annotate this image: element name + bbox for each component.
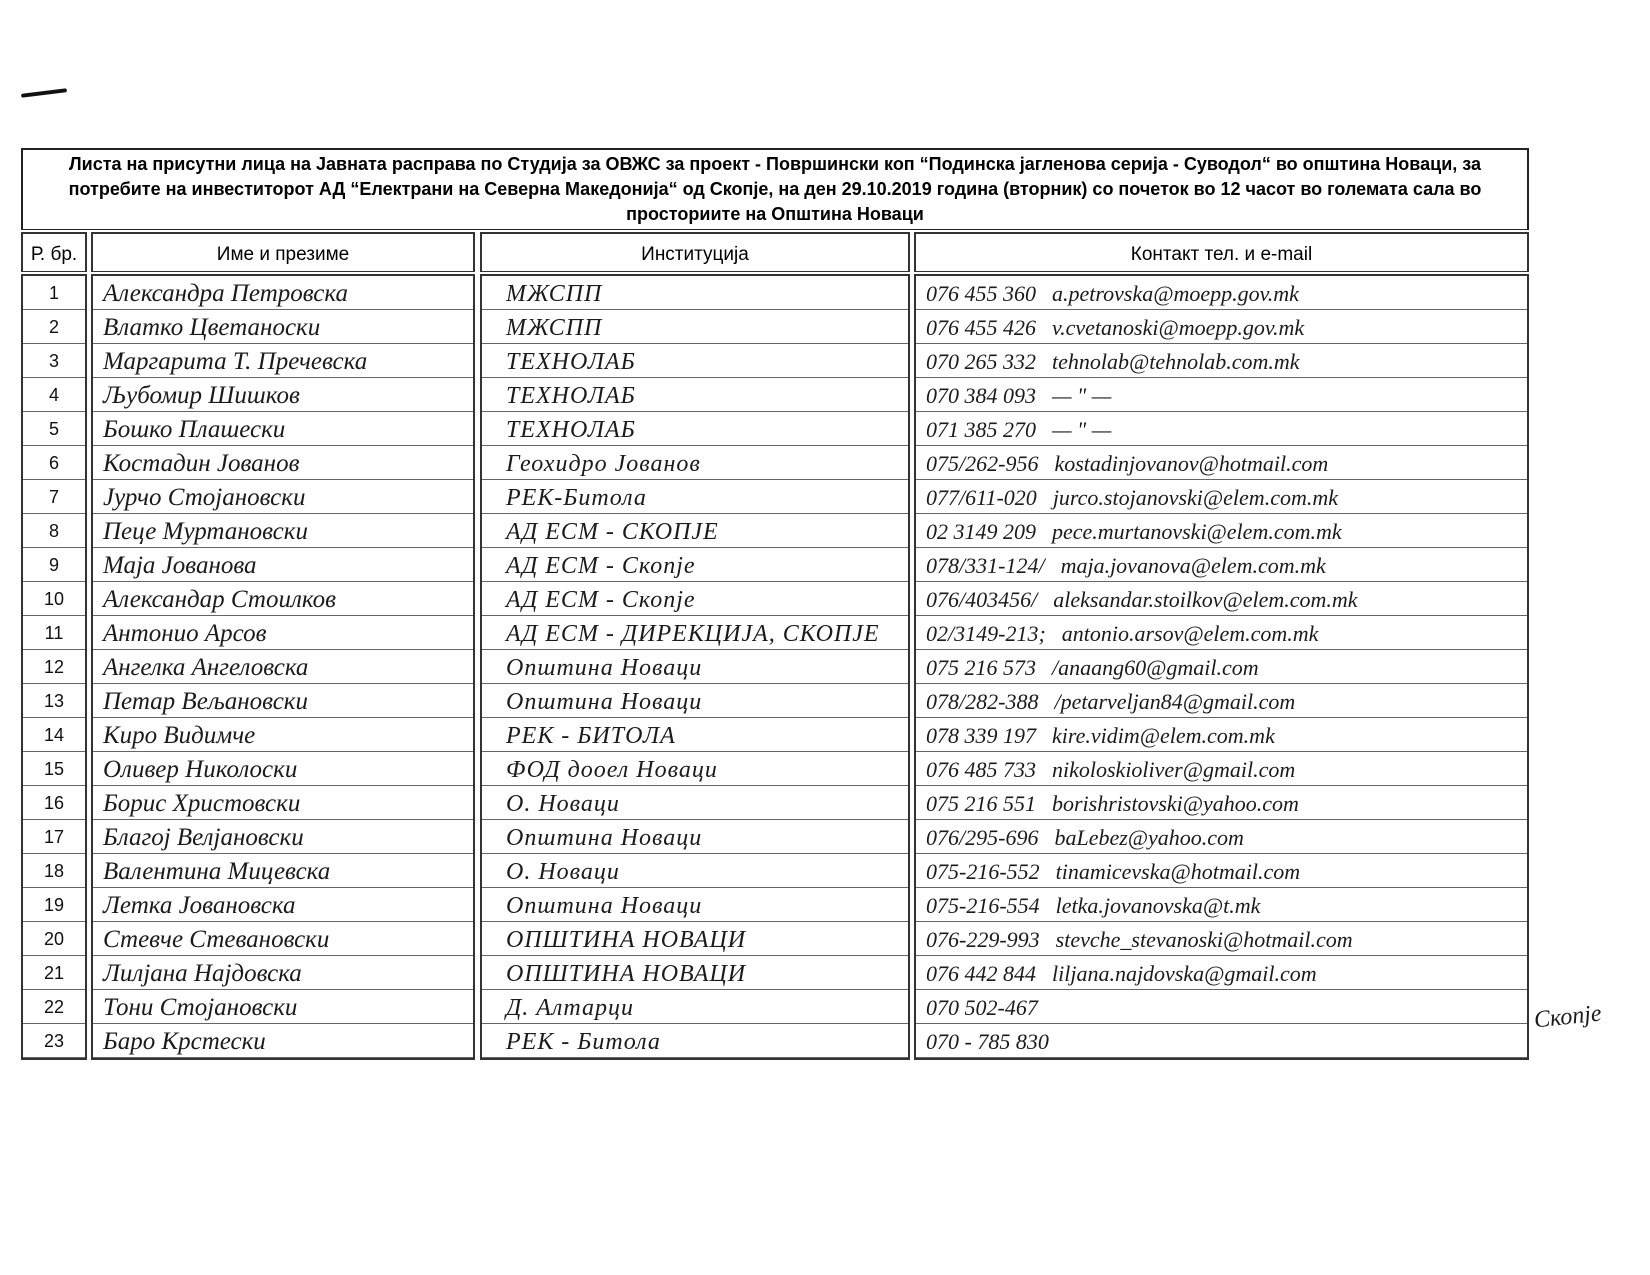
- contact-phone: 070 - 785 830: [926, 1029, 1049, 1054]
- contact-email: nikoloskioliver@gmail.com: [1052, 757, 1296, 782]
- row-number: 12: [43, 657, 65, 677]
- attendee-institution: АД ЕСМ - СКОПЈЕ: [506, 519, 719, 545]
- attendee-name: Киро Видимче: [103, 722, 256, 749]
- contact-email: stevche_stevanoski@hotmail.com: [1055, 927, 1353, 952]
- attendee-contact: [916, 820, 1527, 854]
- attendee-contact: [916, 378, 1527, 412]
- attendee-institution: ОПШТИНА НОВАЦИ: [506, 927, 747, 953]
- margin-note: Скопје: [1532, 1000, 1603, 1034]
- contact-phone: 070 502-467: [926, 995, 1038, 1020]
- contact-phone: 076 485 733: [926, 757, 1036, 782]
- contact-phone: 02/3149-213;: [926, 621, 1046, 646]
- header-contact: Контакт тел. и e-mail: [914, 232, 1529, 272]
- contact-phone: 070 265 332: [926, 349, 1036, 374]
- attendee-contact: [916, 344, 1527, 378]
- attendee-name: Антонио Арсов: [103, 620, 267, 647]
- header-institution: Институција: [480, 232, 910, 272]
- contact-phone: 077/611-020: [926, 485, 1037, 510]
- contact-phone: 02 3149 209: [926, 519, 1036, 544]
- attendee-institution: Д. Алтарци: [506, 995, 635, 1021]
- contact-phone: 078/331-124/: [926, 553, 1045, 578]
- contact-phone: 076/295-696: [926, 825, 1039, 850]
- row-number: 16: [43, 793, 65, 813]
- attendee-name: Љубомир Шишков: [103, 382, 300, 409]
- attendee-contact: [916, 684, 1527, 718]
- document-title: Листа на присутни лица на Јавната расправа по Студија за ОВЖС за проект - Површински коп “Подинска јагленова серија - Суводол“ во општина Новаци, за потребите на инвеститорот АД “Електрани на Северна Македонија“ од Скопје, на ден 29.10.2019 година (вторник) со почеток во 12 часот во големата сала во просториите на Општина Новаци: [21, 148, 1529, 230]
- attendee-institution: Општина Новаци: [506, 655, 703, 681]
- contact-email: /anaang60@gmail.com: [1052, 655, 1259, 680]
- row-number: 7: [48, 487, 59, 507]
- contact-phone: 075/262-956: [926, 451, 1039, 476]
- attendee-name: Петар Вељановски: [103, 688, 308, 715]
- row-number: 6: [48, 453, 59, 473]
- attendee-name: Баро Крстески: [103, 1028, 266, 1055]
- attendee-name: Стевче Стевановски: [103, 926, 330, 953]
- number-column: [21, 274, 87, 1060]
- attendee-institution: Општина Новаци: [506, 893, 703, 919]
- contact-phone: 071 385 270: [926, 417, 1036, 442]
- contact-email: jurco.stojanovski@elem.com.mk: [1052, 485, 1338, 510]
- contact-email: pece.murtanovski@elem.com.mk: [1052, 519, 1342, 544]
- contact-email: — " —: [1052, 383, 1112, 408]
- row-number: 19: [43, 895, 65, 915]
- attendee-name: Александра Петровска: [103, 280, 348, 307]
- attendee-institution: ТЕХНОЛАБ: [506, 417, 636, 443]
- attendee-institution: ТЕХНОЛАБ: [506, 349, 636, 375]
- row-number: 3: [48, 351, 59, 371]
- contact-phone: 078/282-388: [926, 689, 1039, 714]
- row-number: 4: [48, 385, 59, 405]
- contact-email: maja.jovanova@elem.com.mk: [1060, 553, 1326, 578]
- row-number: 8: [48, 521, 59, 541]
- row-number: 2: [48, 317, 59, 337]
- institution-column: [480, 274, 910, 1060]
- attendee-name: Борис Христовски: [103, 790, 301, 817]
- contact-email: liljana.najdovska@gmail.com: [1052, 961, 1317, 986]
- contact-phone: 076 442 844: [926, 961, 1036, 986]
- contact-email: /petarveljan84@gmail.com: [1054, 689, 1296, 714]
- contact-email: borishristovski@yahoo.com: [1052, 791, 1299, 816]
- contact-phone: 076-229-993: [926, 927, 1040, 952]
- row-number: 14: [43, 725, 65, 745]
- attendee-contact: [916, 1024, 1527, 1058]
- attendee-contact: [916, 956, 1527, 990]
- contact-phone: 075-216-552: [926, 859, 1040, 884]
- attendee-name: Оливер Николоски: [103, 756, 298, 783]
- row-number: 9: [48, 555, 59, 575]
- attendee-contact: [916, 922, 1527, 956]
- attendee-institution: Општина Новаци: [506, 689, 703, 715]
- attendee-institution: О. Новаци: [506, 859, 620, 885]
- contact-email: kire.vidim@elem.com.mk: [1052, 723, 1275, 748]
- attendee-contact: [916, 276, 1527, 310]
- attendee-name: Маја Јованова: [103, 552, 257, 579]
- attendee-name: Пеце Муртановски: [103, 518, 308, 545]
- contact-phone: 078 339 197: [926, 723, 1036, 748]
- attendee-contact: [916, 616, 1527, 650]
- attendee-name: Тони Стојановски: [103, 994, 298, 1021]
- contact-phone: 076/403456/: [926, 587, 1038, 612]
- contact-email: antonio.arsov@elem.com.mk: [1061, 621, 1319, 646]
- contact-email: letka.jovanovska@t.mk: [1055, 893, 1261, 918]
- attendee-institution: РЕК - Битола: [506, 1029, 661, 1055]
- contact-email: tehnolab@tehnolab.com.mk: [1052, 349, 1300, 374]
- row-number: 5: [48, 419, 59, 439]
- row-number: 13: [43, 691, 65, 711]
- contact-phone: 076 455 426: [926, 315, 1036, 340]
- attendee-contact: [916, 548, 1527, 582]
- attendee-institution: ОПШТИНА НОВАЦИ: [506, 961, 747, 987]
- contact-email: baLebez@yahoo.com: [1054, 825, 1244, 850]
- attendee-name: Летка Јовановска: [103, 892, 296, 919]
- attendee-institution: ТЕХНОЛАБ: [506, 383, 636, 409]
- row-number: 1: [48, 283, 59, 303]
- attendee-contact: [916, 752, 1527, 786]
- header-name: Име и презиме: [91, 232, 475, 272]
- attendee-institution: РЕК - БИТОЛА: [506, 723, 676, 749]
- attendee-name: Валентина Мицевска: [103, 858, 331, 885]
- attendee-contact: [916, 888, 1527, 922]
- row-number: 23: [43, 1031, 65, 1051]
- attendee-institution: О. Новаци: [506, 791, 620, 817]
- scan-mark: [21, 88, 67, 98]
- attendee-name: Ангелка Ангеловска: [103, 654, 309, 681]
- attendee-contact: [916, 480, 1527, 514]
- contact-phone: 070 384 093: [926, 383, 1036, 408]
- attendee-name: Маргарита Т. Пречевска: [103, 348, 368, 375]
- row-number: 17: [43, 827, 65, 847]
- attendee-institution: Општина Новаци: [506, 825, 703, 851]
- attendee-contact: [916, 854, 1527, 888]
- attendee-institution: Геохидро Јованов: [506, 451, 701, 477]
- contact-column: [914, 274, 1529, 1060]
- attendee-institution: АД ЕСМ - Скопје: [506, 587, 696, 613]
- attendee-institution: ФОД дооел Новаци: [506, 757, 718, 783]
- row-number: 11: [44, 623, 64, 643]
- contact-phone: 075 216 573: [926, 655, 1036, 680]
- attendee-name: Бошко Плашески: [103, 416, 286, 443]
- contact-email: a.petrovska@moepp.gov.mk: [1052, 281, 1299, 306]
- name-column: [91, 274, 475, 1060]
- attendee-contact: [916, 310, 1527, 344]
- attendee-contact: [916, 650, 1527, 684]
- attendee-institution: АД ЕСМ - ДИРЕКЦИЈА, СКОПЈЕ: [506, 621, 880, 647]
- attendee-contact: [916, 446, 1527, 480]
- attendee-contact: [916, 786, 1527, 820]
- contact-email: — " —: [1052, 417, 1112, 442]
- row-number: 10: [43, 589, 65, 609]
- row-number: 21: [43, 963, 65, 983]
- header-number: Р. бр.: [21, 232, 87, 272]
- contact-phone: 075-216-554: [926, 893, 1040, 918]
- attendee-name: Лилјана Најдовска: [103, 960, 302, 987]
- attendee-name: Влатко Цветаноски: [103, 314, 321, 341]
- attendee-institution: АД ЕСМ - Скопје: [506, 553, 696, 579]
- attendee-institution: МЖСПП: [506, 315, 603, 341]
- contact-email: kostadinjovanov@hotmail.com: [1054, 451, 1329, 476]
- attendee-name: Благој Велјановски: [103, 824, 304, 851]
- contact-email: v.cvetanoski@moepp.gov.mk: [1052, 315, 1305, 340]
- contact-phone: 075 216 551: [926, 791, 1036, 816]
- attendee-name: Јурчо Стојановски: [103, 484, 306, 511]
- attendee-name: Александар Стоилков: [103, 586, 336, 613]
- row-number: 22: [43, 997, 65, 1017]
- attendee-name: Костадин Јованов: [103, 450, 300, 477]
- attendee-contact: [916, 514, 1527, 548]
- contact-phone: 076 455 360: [926, 281, 1036, 306]
- attendee-contact: [916, 990, 1527, 1024]
- attendee-contact: [916, 582, 1527, 616]
- attendee-contact: [916, 412, 1527, 446]
- attendee-contact: [916, 718, 1527, 752]
- row-number: 18: [43, 861, 65, 881]
- contact-email: aleksandar.stoilkov@elem.com.mk: [1053, 587, 1358, 612]
- attendee-institution: РЕК-Битола: [506, 485, 647, 511]
- row-number: 20: [43, 929, 65, 949]
- row-number: 15: [43, 759, 65, 779]
- attendee-institution: МЖСПП: [506, 281, 603, 307]
- contact-email: tinamicevska@hotmail.com: [1055, 859, 1301, 884]
